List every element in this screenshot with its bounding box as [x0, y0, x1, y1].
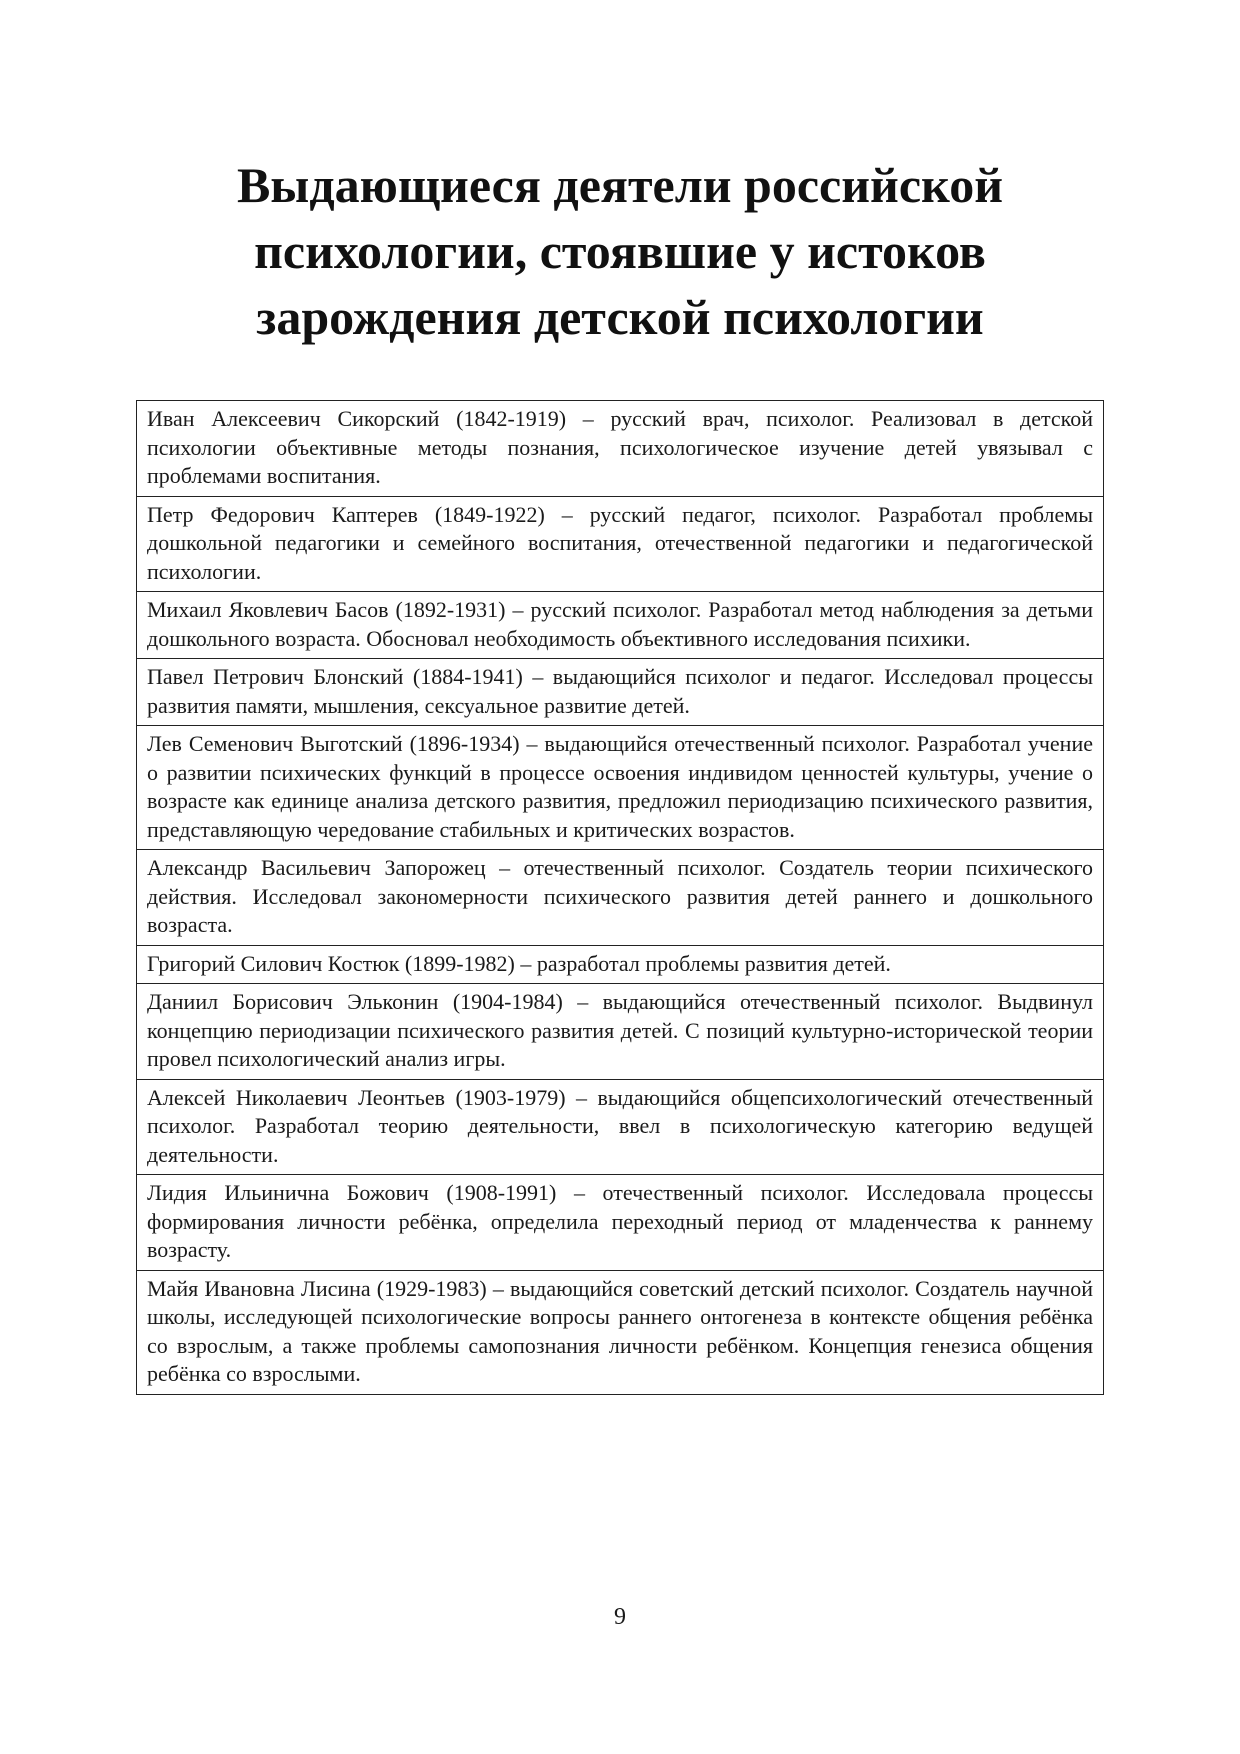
table-row	[137, 726, 1104, 850]
page-title	[0, 152, 1240, 350]
table-row	[137, 1175, 1104, 1271]
table-row	[137, 401, 1104, 497]
entry-cell-kapterev: Петр Федорович Каптерев (1849-1922) – русский педагог, психолог. Разработал проблемы дошкольной педагогики и семейного воспитания, отечественной педагогики и педагогической психологии.	[137, 496, 1104, 592]
table-row	[137, 850, 1104, 946]
page-title-line: Выдающиеся деятели российской	[236, 157, 1004, 213]
entry-cell-zaporozhets: Александр Васильевич Запорожец – отечественный психолог. Создатель теории психического действия. Исследовал закономерности психического развития детей раннего и дошкольного возраста.	[137, 850, 1104, 946]
entry-cell-lisina: Майя Ивановна Лисина (1929-1983) – выдающийся советский детский психолог. Создатель научной школы, исследующей психологические вопросы раннего онтогенеза в контексте общения ребёнка со взрослым, а также проблемы самопознания личности ребёнком. Концепция генезиса общения ребёнка со взрослыми.	[137, 1270, 1104, 1394]
page-title-line: зарождения детской психологии	[256, 289, 984, 345]
page-number: 9	[614, 1604, 626, 1630]
entry-cell-vygotsky: Лев Семенович Выготский (1896-1934) – выдающийся отечественный психолог. Разработал учение о развитии психических функций в процессе освоения индивидом ценностей культуры, учение о возрасте как единице анализа детского развития, предложил периодизацию психического развития, представляющую чередование стабильных и критических возрастов.	[137, 726, 1104, 850]
entry-cell-bozhovich: Лидия Ильинична Божович (1908-1991) – отечественный психолог. Исследовала процессы формирования личности ребёнка, определила переходный период от младенчества к раннему возрасту.	[137, 1175, 1104, 1271]
table-row	[137, 592, 1104, 659]
entry-cell-elkonin: Даниил Борисович Эльконин (1904-1984) – выдающийся отечественный психолог. Выдвинул концепцию периодизации психического развития детей. С позиций культурно-исторической теории провел психологический анализ игры.	[137, 984, 1104, 1080]
table-row	[137, 1270, 1104, 1394]
biography-table	[136, 400, 1104, 1395]
entry-cell-kostyuk: Григорий Силович Костюк (1899-1982) – разработал проблемы развития детей.	[137, 945, 1104, 984]
table-row	[137, 659, 1104, 726]
entry-cell-basov: Михаил Яковлевич Басов (1892-1931) – русский психолог. Разработал метод наблюдения за детьми дошкольного возраста. Обосновал необходимость объективного исследования психики.	[137, 592, 1104, 659]
page-title-line: психологии, стоявшие у истоков	[254, 223, 986, 279]
entry-cell-leontiev: Алексей Николаевич Леонтьев (1903-1979) – выдающийся общепсихологический отечественный психолог. Разработал теорию деятельности, ввел в психологическую категорию ведущей деятельности.	[137, 1079, 1104, 1175]
table-row	[137, 496, 1104, 592]
table-row	[137, 1079, 1104, 1175]
entry-cell-blonsky: Павел Петрович Блонский (1884-1941) – выдающийся психолог и педагог. Исследовал процессы развития памяти, мышления, сексуальное развитие детей.	[137, 659, 1104, 726]
table-row	[137, 945, 1104, 984]
table-row	[137, 984, 1104, 1080]
entry-cell-sikorsky: Иван Алексеевич Сикорский (1842-1919) – русский врач, психолог. Реализовал в детской психологии объективные методы познания, психологическое изучение детей увязывал с проблемами воспитания.	[137, 401, 1104, 497]
